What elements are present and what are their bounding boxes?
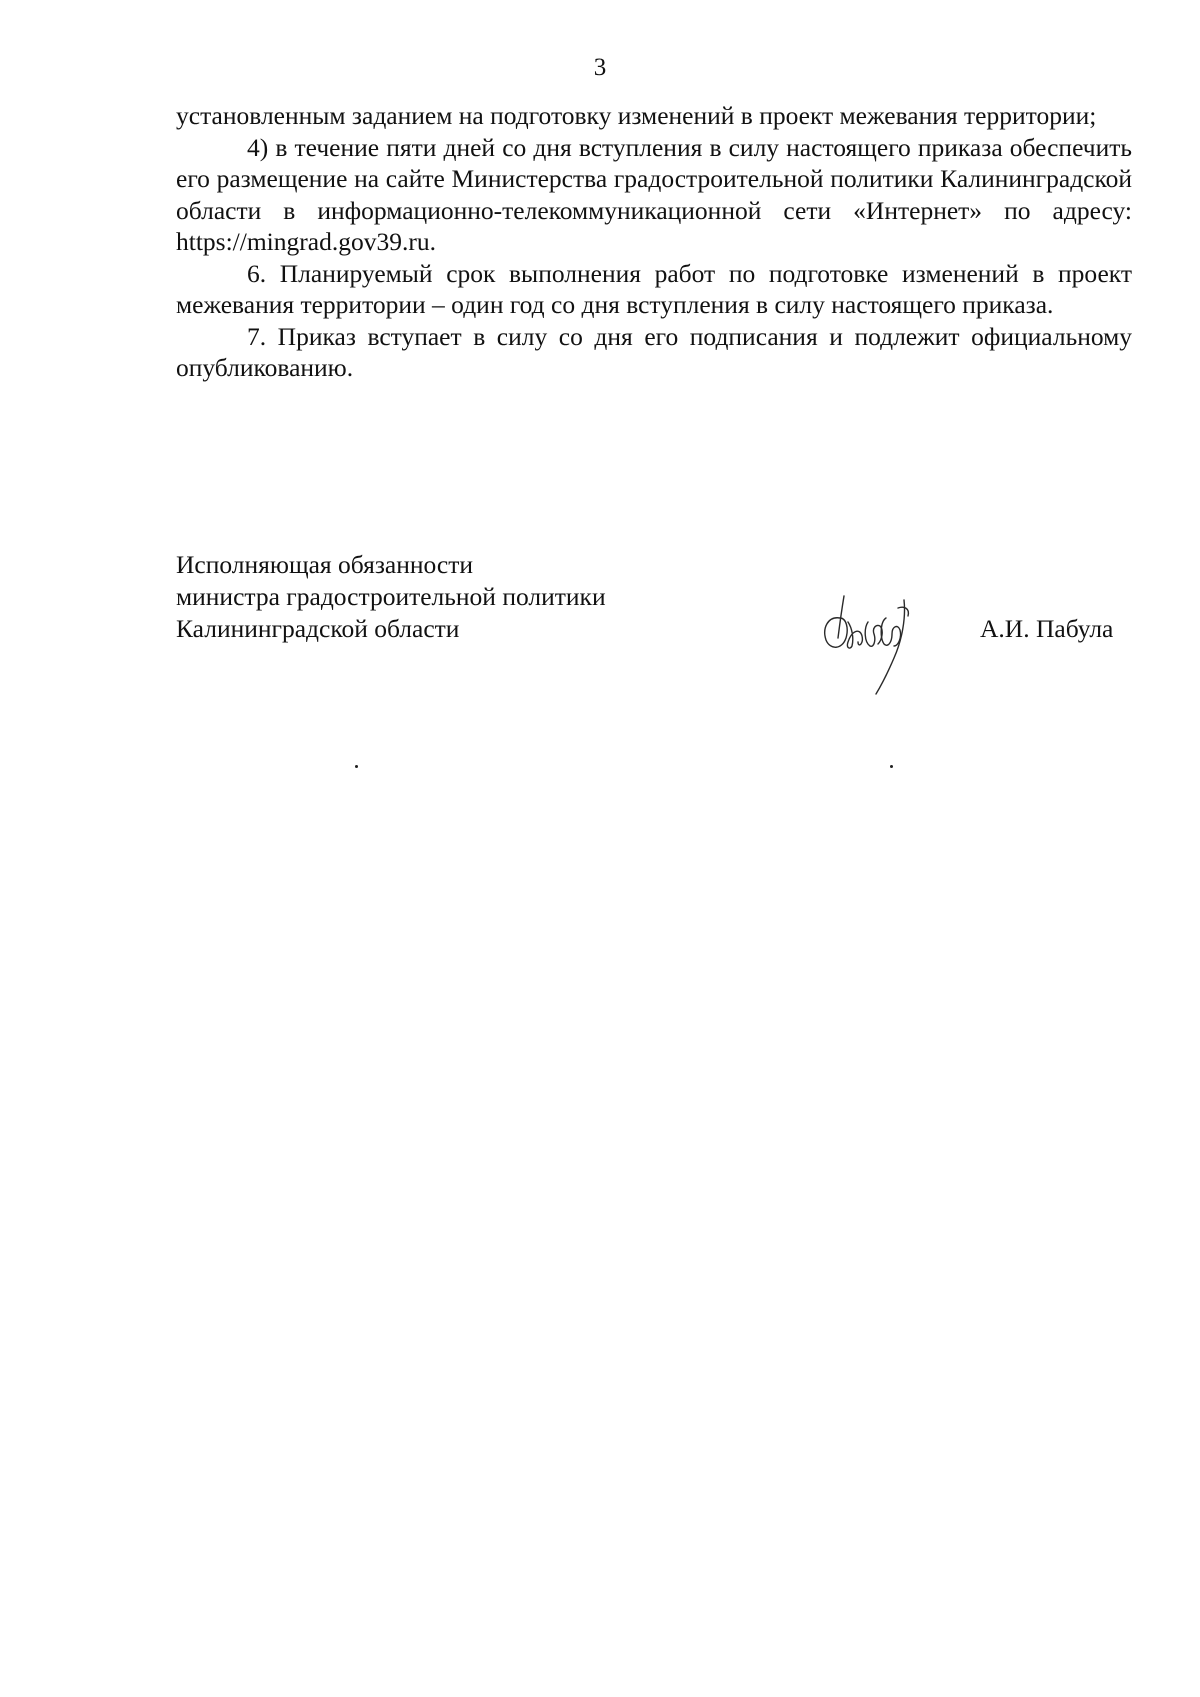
document-body (176, 100, 1132, 384)
position-line-3: Калининградской области (176, 614, 460, 643)
handwritten-signature (818, 588, 938, 698)
paragraph-item-7: 7. Приказ вступает в силу со дня его подписания и подлежит официальному опубликованию. (176, 321, 1132, 382)
scan-speck (355, 765, 358, 768)
scan-speck (890, 765, 893, 768)
signer-name: А.И. Пабула (980, 614, 1114, 643)
paragraph-item-4: 4) в течение пяти дней со дня вступления в силу настоящего приказа обеспечить его размещение на сайте Министерства градостроительной политики Калининградской области в информационно-телекоммуникационной сети «Интернет» по адресу: https://mingrad.gov39.ru. (176, 132, 1132, 256)
page-number: 3 (593, 54, 607, 81)
position-line-2: министра градостроительной политики (176, 582, 606, 611)
paragraph-item-6: 6. Планируемый срок выполнения работ по подготовке изменений в проект межевания территории – один год со дня вступления в силу настоящего приказа. (176, 258, 1132, 319)
paragraph-continuation: установленным заданием на подготовку изменений в проект межевания территории; (176, 101, 1097, 130)
position-line-1: Исполняющая обязанности (176, 550, 473, 579)
signatory-position (176, 549, 736, 645)
